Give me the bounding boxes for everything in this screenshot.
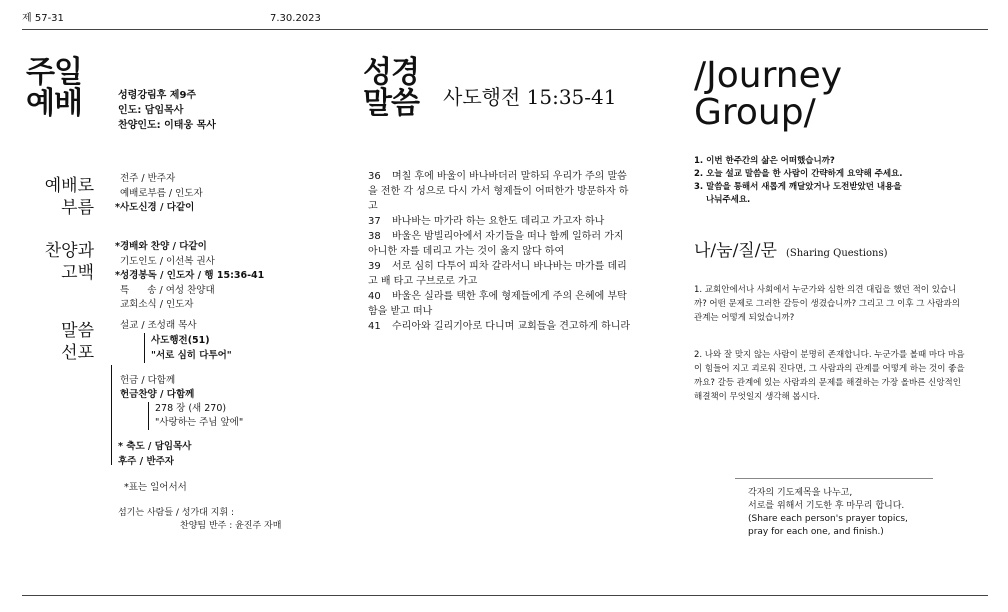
- liturgy-item: *성경봉독 / 인도자 / 행 15:36-41: [115, 270, 265, 281]
- journey-group-title: [694, 57, 842, 131]
- verse: [368, 169, 633, 214]
- sermon-block: [120, 318, 232, 363]
- standing-note: *표는 일어서서: [124, 482, 187, 493]
- top-rule: [22, 29, 988, 30]
- worship-info: [118, 88, 216, 133]
- verse-text: 서로 심히 다투어 피차 갈라서니 바나바는 마가를 데리고 배 타고 구브로로 가고: [368, 261, 627, 287]
- verse-number: 40: [368, 291, 381, 302]
- sermon-line: 설교 / 조성래 목사: [120, 320, 197, 331]
- verse: [368, 289, 633, 319]
- liturgy-item: *사도신경 / 다같이: [115, 202, 195, 213]
- servers-value: 찬양팀 반주 : 윤진주 자매: [180, 521, 282, 531]
- section-label-line: 찬양과: [44, 241, 94, 261]
- prayer-closing: [748, 487, 908, 539]
- closing-line: 각자의 기도제목을 나누고,: [748, 488, 853, 498]
- verse: [368, 259, 633, 289]
- guide-item: 1. 이번 한주간의 삶은 어떠했습니까?: [694, 156, 835, 166]
- verse-number: 36: [368, 171, 381, 182]
- liturgy-item: 특 송 / 여성 찬양대: [120, 284, 215, 296]
- scripture-title-line2: 말씀: [363, 86, 419, 121]
- verse: [368, 229, 633, 259]
- section-items-call: [115, 172, 203, 216]
- closing-line: (Share each person's prayer topics,: [748, 514, 908, 524]
- guide-item: 3. 말씀을 통해서 새롭게 깨달았거나 도전받았던 내용을: [694, 182, 902, 192]
- section-items-praise: [115, 240, 264, 313]
- worship-title-line1: 주일: [26, 55, 82, 90]
- liturgy-item: 전주 / 반주자: [120, 173, 176, 184]
- verse-text: 바울은 실라를 택한 후에 형제들에게 주의 은혜에 부탁함을 받고 떠나: [368, 291, 627, 317]
- verse-number: 39: [368, 261, 381, 272]
- verse: [368, 319, 633, 334]
- section-label-line: 선포: [61, 343, 94, 363]
- issue-number: 제 57-31: [22, 13, 64, 24]
- sharing-heading: [694, 236, 888, 261]
- liturgical-week: 성령강림후 제9주: [118, 90, 197, 101]
- section-label-line: 고백: [61, 263, 94, 283]
- bottom-rule: [22, 595, 988, 596]
- closing-block: [118, 440, 191, 469]
- liturgy-item: *경배와 찬양 / 다같이: [115, 241, 207, 252]
- offering-line: 헌금 / 다함께: [120, 375, 176, 386]
- worship-title: [26, 57, 82, 119]
- section-label-line: 예배로: [44, 176, 94, 196]
- journey-title-line2: Group/: [694, 92, 816, 133]
- sermon-reference: 사도행전(51): [151, 335, 210, 346]
- section-label-praise: [22, 240, 94, 284]
- liturgy-item: 예배로부름 / 인도자: [120, 187, 203, 199]
- section-label-line: 부름: [61, 198, 94, 218]
- verse-text: 바나바는 마가라 하는 요한도 데리고 가고자 하나: [392, 216, 605, 227]
- praise-leader: 찬양인도: 이태웅 목사: [118, 120, 216, 131]
- journey-title-line1: /Journey: [694, 55, 843, 96]
- sharing-question-1: 1. 교회안에서나 사회에서 누군가와 심한 의견 대립을 했던 적이 있습니까? 어떤 문제로 그러한 갈등이 생겼습니까? 그리고 그 이후 그 사람과의 관계는 어떻게 되었습니까?: [694, 285, 960, 323]
- scripture-reference: 사도행전 15:35-41: [443, 85, 617, 109]
- section-label-word: [22, 320, 94, 364]
- offering-hymn-line: 헌금찬양 / 다함께: [120, 389, 195, 400]
- bulletin-date: 7.30.2023: [270, 13, 321, 24]
- hymn-number: 278 장 (새 270): [155, 403, 227, 414]
- liturgy-item: 기도인도 / 이선복 권사: [120, 255, 215, 267]
- closing-line: 서로를 위해서 기도한 후 마무리 합니다.: [748, 501, 905, 511]
- servers-block: [118, 507, 281, 533]
- scripture-verses: [368, 169, 633, 334]
- closing-divider: [735, 478, 933, 479]
- offering-block: [120, 374, 243, 430]
- verse-text: 바울은 밤빌리아에서 자기들을 떠나 함께 일하러 가지 아니한 자를 데리고 가는 것이 옳지 않다 하여: [368, 231, 624, 257]
- postlude-line: 후주 / 반주자: [118, 455, 174, 467]
- scripture-title-line1: 성경: [363, 55, 419, 90]
- scripture-title: [363, 57, 419, 119]
- journey-guide: [694, 155, 902, 207]
- sharing-subtitle: (Sharing Questions): [785, 248, 888, 259]
- worship-title-line2: 예배: [26, 86, 82, 121]
- section-label-call: [22, 175, 94, 219]
- sharing-title: 나/눔/질/문: [694, 241, 777, 261]
- section-divider-line: [111, 365, 112, 465]
- sharing-question-2: 2. 나와 잘 맞지 않는 사람이 분명히 존재합니다. 누군가를 볼때 마다 마음이 힘들어 지고 괴로워 진다면, 그 사람과의 관계를 어떻게 하는 것이 좋을까요? 갈등 관계에 있는 사람과의 문제를 해결하는 가장 올바른 신앙적인 해결책이 무엇일지 생각해 봅시다.: [694, 350, 965, 402]
- hymn-detail: [148, 402, 243, 430]
- guide-item: 2. 오늘 설교 말씀을 한 사람이 간략하게 요약해 주세요.: [694, 169, 903, 179]
- guide-item: 나눠주세요.: [706, 195, 751, 205]
- servers-label: 섬기는 사람들 / 성가대 지휘 :: [118, 508, 235, 518]
- verse-text: 며칠 후에 바울이 바나바더러 말하되 우리가 주의 말씀을 전한 각 성으로 다시 가서 형제들이 어떠한가 방문하자 하고: [368, 171, 629, 212]
- section-label-line: 말씀: [61, 321, 94, 341]
- verse-number: 41: [368, 321, 381, 332]
- liturgy-item: 교회소식 / 인도자: [120, 299, 194, 310]
- verse: [368, 214, 633, 229]
- hymn-title: "사랑하는 주님 앞에": [155, 417, 244, 428]
- benediction-line: * 축도 / 담임목사: [118, 441, 192, 452]
- sermon-title: "서로 심히 다투어": [151, 350, 232, 361]
- sermon-detail: [144, 333, 232, 363]
- closing-line: pray for each one, and finish.): [748, 527, 884, 537]
- verse-number: 37: [368, 216, 381, 227]
- verse-text: 수리아와 길리기아로 다니며 교회들을 견고하게 하니라: [392, 321, 631, 332]
- worship-leader: 인도: 담임목사: [118, 105, 184, 116]
- verse-number: 38: [368, 231, 381, 242]
